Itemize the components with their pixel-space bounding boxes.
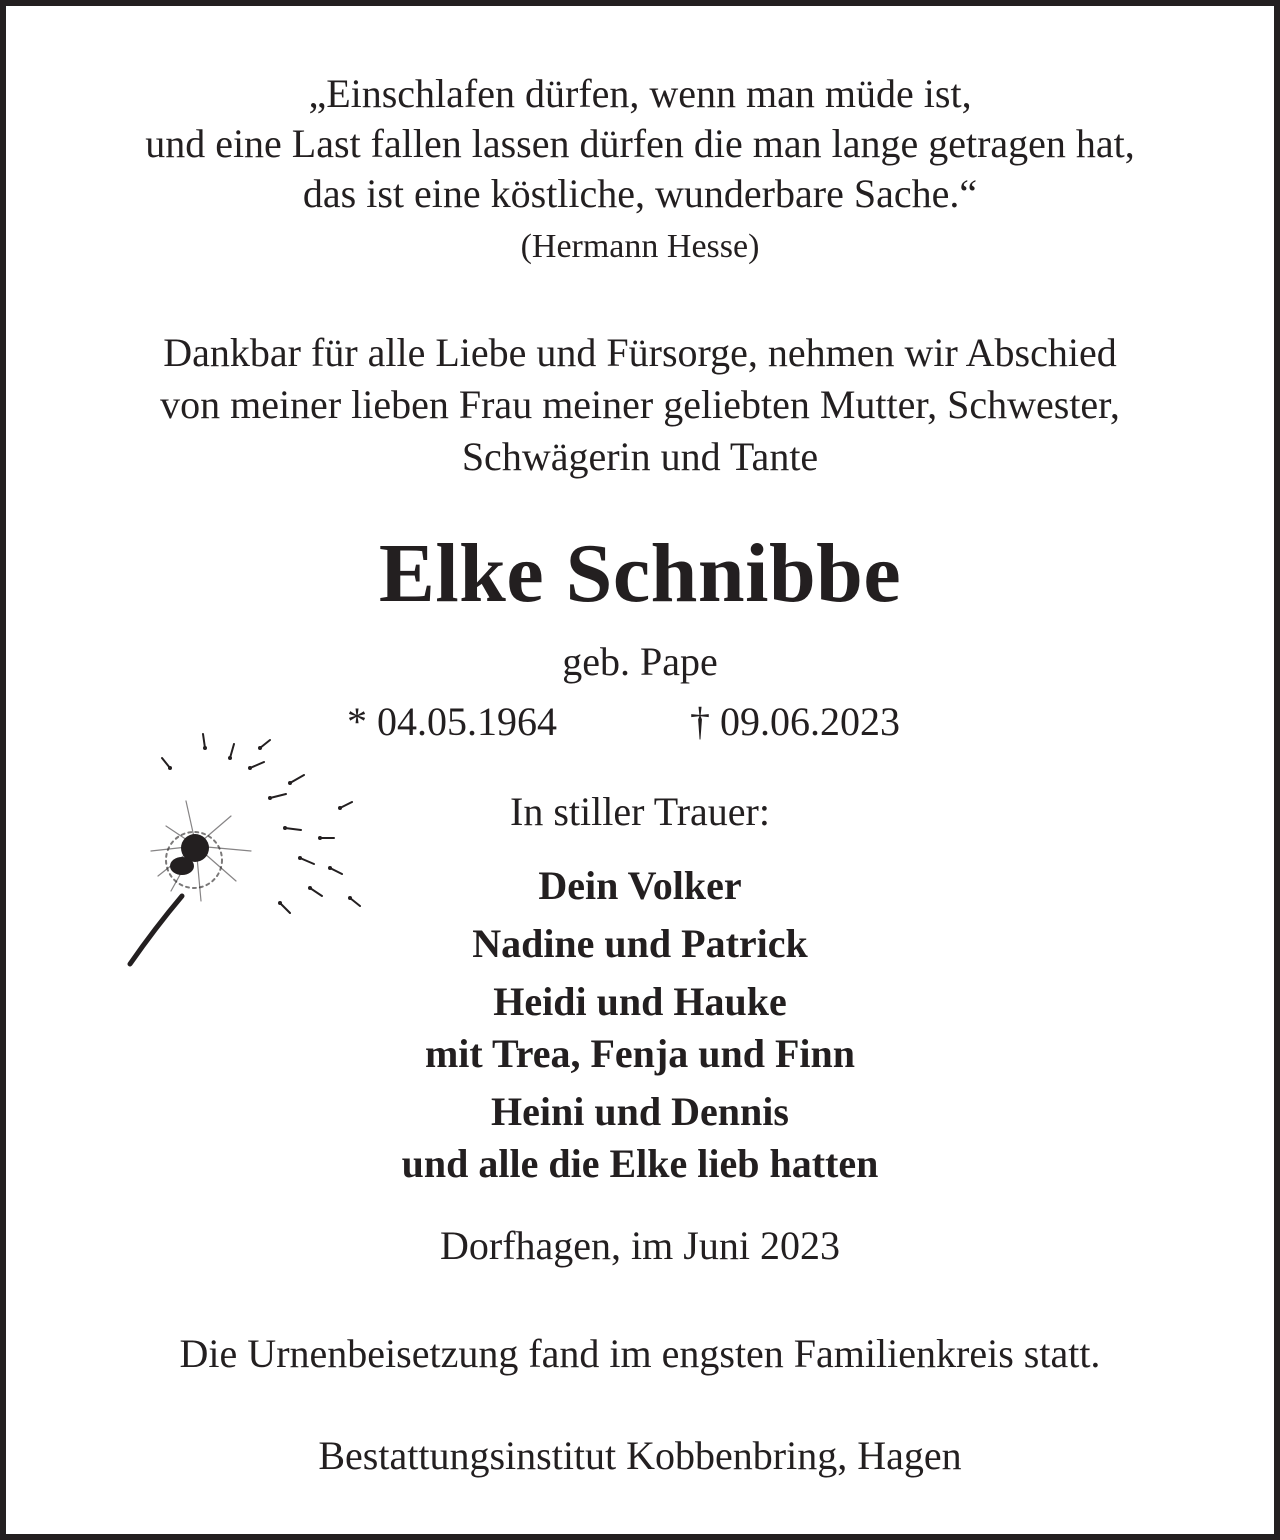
birth-date: * 04.05.1964	[347, 699, 557, 744]
birth-name: geb. Pape	[562, 639, 718, 684]
mourner-name: Heini und Dennis	[491, 1089, 789, 1134]
mourner-name: Heidi und Hauke	[493, 979, 787, 1024]
intro-line-1: Dankbar für alle Liebe und Fürsorge, nehmen wir Abschied	[163, 330, 1117, 375]
quote-line-2: und eine Last fallen lassen dürfen die man lange getragen hat,	[145, 121, 1135, 166]
death-date: † 09.06.2023	[690, 699, 900, 744]
mourner-name: Nadine und Patrick	[472, 921, 808, 966]
mourner-name: Dein Volker	[538, 863, 742, 908]
quote-line-1: „Einschlafen dürfen, wenn man müde ist,	[308, 71, 972, 116]
quote-line-3: das ist eine köstliche, wunderbare Sache.“	[302, 171, 978, 216]
mourner-name: mit Trea, Fenja und Finn	[424, 1031, 856, 1076]
mourners-heading: In stiller Trauer:	[510, 789, 770, 834]
deceased-name: Elke Schnibbe	[378, 527, 902, 620]
quote-author: (Hermann Hesse)	[520, 228, 760, 265]
intro-line-3: Schwägerin und Tante	[461, 434, 819, 479]
intro-line-2: von meiner lieben Frau meiner geliebten Mutter, Schwester,	[160, 382, 1120, 427]
funeral-home: Bestattungsinstitut Kobbenbring, Hagen	[318, 1433, 962, 1478]
place-date: Dorfhagen, im Juni 2023	[440, 1223, 840, 1268]
burial-notice: Die Urnenbeisetzung fand im engsten Familienkreis statt.	[179, 1331, 1101, 1376]
mourner-name: und alle die Elke lieb hatten	[401, 1141, 879, 1186]
